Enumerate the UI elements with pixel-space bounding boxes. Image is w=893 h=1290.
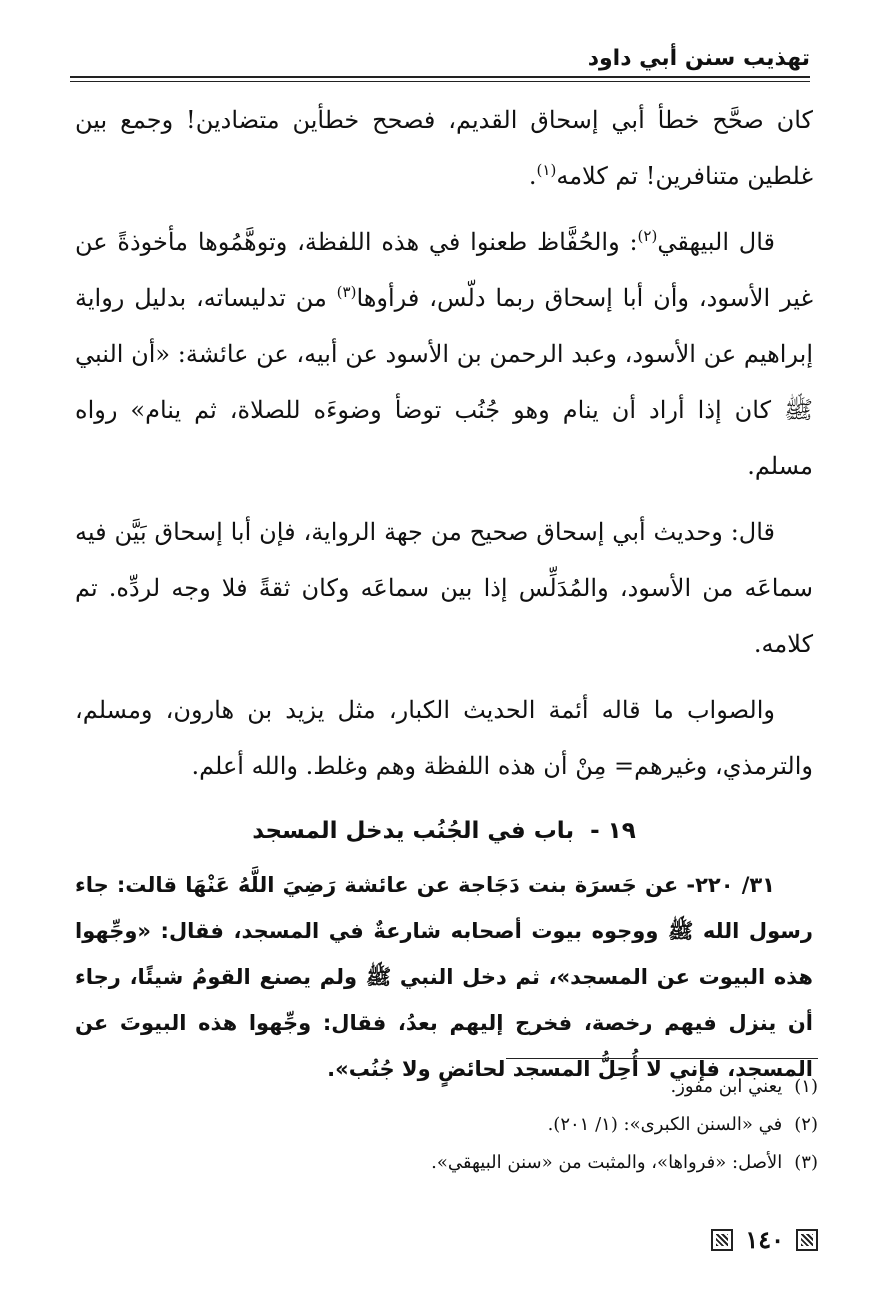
footnote-divider [506,1058,818,1059]
ornament-icon [796,1229,818,1251]
footnote-number: (٣) [794,1152,818,1173]
footnote-text: الأصل: «فرواها»، والمثبت من «سنن البيهقي». [431,1152,783,1173]
paragraph-2-b: : والحُفَّاظ طعنوا في هذه اللفظة، وتوهَّمُوها مأخوذةً عن غير الأسود، وأن أبا إسحاق ربما دلّس، فرأوها [75,228,813,312]
footnote-text: في «السنن الكبرى»: (١/ ٢٠١). [547,1114,783,1135]
main-text [75,92,813,1102]
footnotes [80,1068,818,1182]
footnote-ref-2[interactable]: (٢) [637,227,658,245]
footnote-2 [80,1106,818,1144]
paragraph-1 [75,92,813,204]
hadith-text: ٣١/ ٢٢٠- عن جَسرَة بنت دَجَاجة عن عائشة رَضِيَ اللَّهُ عَنْهَا قالت: جاء رسول الله ﷺ ووجوه بيوت أصحابه شارعةٌ في المسجد، فقال: «وجِّهوا هذه البيوت عن المسجد»، ثم دخل النبي ﷺ ولم يصنع القومُ شيئًا، رجاء أن ينزل فيهم رخصة، فخرج إليهم بعدُ، فقال: وجِّهوا هذه البيوتَ عن المسجد، فإني لا أُحِلُّ المسجد لحائضٍ ولا جُنُب». [75,873,813,1081]
footnote-ref-3[interactable]: (٣) [336,283,357,301]
paragraph-4: والصواب ما قاله أئمة الحديث الكبار، مثل يزيد بن هارون، ومسلم، والترمذي، وغيرهم= مِنْ أن هذه اللفظة وهم وغلط. والله أعلم. [75,696,813,780]
paragraph-2-a: قال البيهقي [657,228,775,256]
ornament-icon [711,1229,733,1251]
chapter-title: باب في الجُنُب يدخل المسجد [252,818,575,844]
footnote-text: يعني ابن مفوز. [670,1076,783,1097]
footnote-ref-1[interactable]: (١) [536,161,557,179]
running-title: تهذيب سنن أبي داود [587,46,810,71]
page-number: ١٤٠ [745,1225,784,1254]
paragraph-1-text: كان صحَّح خطأ أبي إسحاق القديم، فصحح خطأين متضادين! وجمع بين غلطين متنافرين! تم كلامه [75,106,813,190]
header-rule [70,76,810,78]
paragraph-2 [75,214,813,494]
footnote-1 [80,1068,818,1106]
header-rule-thin [70,81,810,82]
footnote-number: (٢) [794,1114,818,1135]
page-number-bar [711,1224,818,1256]
paragraph-1-tail: . [528,162,537,190]
paragraph-2-c: من تدليساته، بدليل رواية إبراهيم عن الأسود، وعبد الرحمن بن الأسود عن أبيه، عن عائشة: «أن النبي ﷺ كان إذا أراد أن ينام وهو جُنُب توضأ وضوءَه للصلاة، ثم ينام» رواه مسلم. [75,284,813,480]
paragraph-3: قال: وحديث أبي إسحاق صحيح من جهة الرواية، فإن أبا إسحاق بَيَّن فيه سماعَه من الأسود، والمُدَلِّس إذا بين سماعَه وكان ثقةً فلا وجه لردِّه. تم كلامه. [75,518,813,658]
running-header [70,40,810,80]
footnote-3 [80,1144,818,1182]
chapter-number: ١٩ - [590,818,636,844]
footnote-number: (١) [794,1076,818,1097]
chapter-heading [75,804,813,858]
